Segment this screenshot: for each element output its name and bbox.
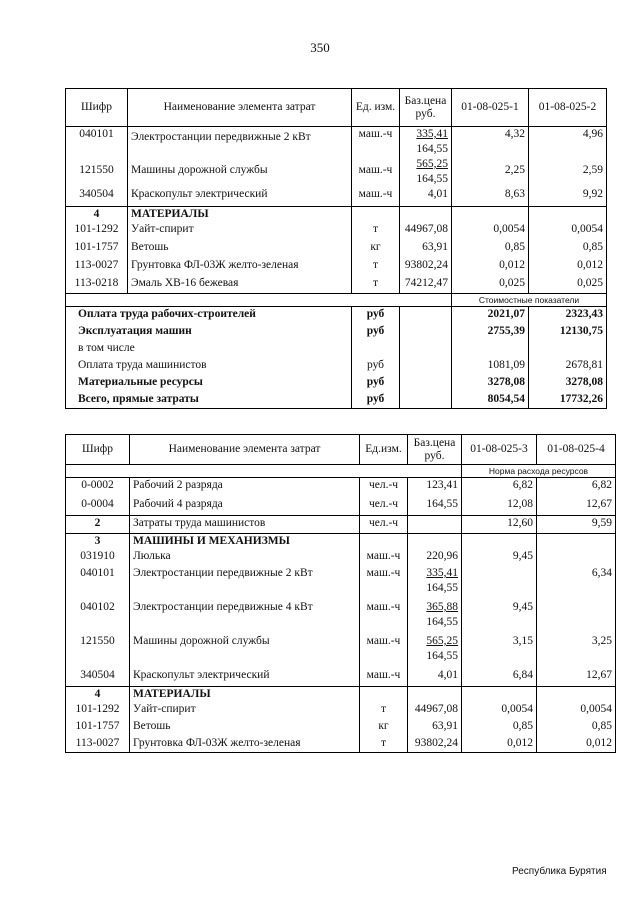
row-value-1: 0,025: [452, 276, 529, 294]
row-value-1: [462, 566, 537, 600]
row-unit: чел.-ч: [360, 478, 408, 497]
row-unit: маш.-ч: [352, 157, 400, 187]
row-code: 031910: [66, 549, 130, 566]
row-code: 0-0004: [66, 497, 130, 516]
page-number: 350: [310, 40, 330, 55]
row-price: [400, 157, 452, 187]
summary-unit: руб: [352, 375, 400, 392]
row-unit: чел.-ч: [360, 497, 408, 516]
header-name: Наименование элемента затрат: [128, 89, 352, 127]
row-value-1: 6,84: [462, 668, 537, 686]
section-row: [66, 534, 616, 550]
summary-unit: руб: [352, 307, 400, 324]
row-unit: кг: [352, 240, 400, 258]
row-price: 93802,24: [400, 258, 452, 276]
row-value-2: 6,34: [537, 566, 616, 600]
summary-name: в том числе: [66, 341, 352, 358]
row-value-2: 0,012: [537, 736, 616, 753]
cost-table-2: [65, 434, 616, 753]
price-labor: 164,55: [426, 616, 458, 628]
summary-name: Оплата труда рабочих-строителей: [66, 307, 352, 324]
summary-value-2: 17732,26: [529, 392, 607, 409]
row-name: Рабочий 4 разряда: [130, 497, 360, 516]
summary-unit: руб: [352, 392, 400, 409]
row-value-1: 2,25: [452, 157, 529, 187]
row-code: 340504: [66, 668, 130, 686]
row-price: 4,01: [400, 187, 452, 206]
section-unit: чел.-ч: [360, 516, 408, 534]
row-name: Электростанции передвижные 2 кВт: [130, 566, 360, 600]
table-row: [66, 478, 616, 497]
row-unit: маш.-ч: [360, 634, 408, 668]
row-value-1: 9,45: [462, 549, 537, 566]
cost-indicators-label: Стоимостные показатели: [452, 294, 607, 307]
summary-name: Всего, прямые затраты: [66, 392, 352, 409]
row-price: [400, 127, 452, 158]
summary-value-1: 8054,54: [452, 392, 529, 409]
row-unit: т: [360, 736, 408, 753]
price-main: 565,25: [416, 158, 448, 170]
table-row: [66, 719, 616, 736]
section-row: [66, 206, 607, 222]
summary-name: Эксплуатация машин: [66, 324, 352, 341]
table-row: [66, 127, 607, 158]
row-value-1: 12,08: [462, 497, 537, 516]
summary-unit: руб: [352, 358, 400, 375]
header-unit: Ед. изм.: [352, 89, 400, 127]
price-main: 335,41: [416, 128, 448, 140]
row-value-1: 0,012: [462, 736, 537, 753]
summary-value-2: 2678,81: [529, 358, 607, 375]
row-price: 63,91: [408, 719, 462, 736]
header-unit: Ед.изм.: [360, 435, 408, 465]
header-name: Наименование элемента затрат: [130, 435, 360, 465]
row-value-2: 0,85: [529, 240, 607, 258]
row-name: Люлька: [130, 549, 360, 566]
row-value-2: 12,67: [537, 497, 616, 516]
section-title: МАТЕРИАЛЫ: [128, 206, 352, 222]
row-unit: маш.-ч: [360, 549, 408, 566]
row-price: [408, 600, 462, 634]
row-unit: маш.-ч: [360, 566, 408, 600]
row-code: 121550: [66, 157, 128, 187]
section-title: МАТЕРИАЛЫ: [130, 686, 360, 702]
row-name: Краскопульт электрический: [128, 187, 352, 206]
row-value-1: 0,0054: [452, 222, 529, 240]
row-value-1: 0,012: [452, 258, 529, 276]
row-name: Машины дорожной службы: [130, 634, 360, 668]
row-price: 93802,24: [408, 736, 462, 753]
row-value-2: [537, 549, 616, 566]
row-name: Уайт-спирит: [128, 222, 352, 240]
row-unit: маш.-ч: [352, 187, 400, 206]
row-name: Грунтовка ФЛ-03Ж желто-зеленая: [130, 736, 360, 753]
summary-value-2: [529, 341, 607, 358]
row-value-1: 0,85: [462, 719, 537, 736]
row-code: 101-1292: [66, 702, 130, 719]
row-unit: маш.-ч: [352, 127, 400, 158]
row-value-2: 12,67: [537, 668, 616, 686]
summary-unit: руб: [352, 324, 400, 341]
summary-row: [66, 324, 607, 341]
row-name: Машины дорожной службы: [128, 157, 352, 187]
summary-value-1: 3278,08: [452, 375, 529, 392]
table-row: [66, 668, 616, 686]
row-price: 164,55: [408, 497, 462, 516]
row-price: 4,01: [408, 668, 462, 686]
row-value-1: 8,63: [452, 187, 529, 206]
table-row: [66, 240, 607, 258]
row-price: 44967,08: [400, 222, 452, 240]
header-col-4: 01-08-025-4: [537, 435, 616, 465]
table-row: [66, 634, 616, 668]
section-value-2: 9,59: [537, 516, 616, 534]
table-row: [66, 276, 607, 294]
summary-row: [66, 392, 607, 409]
table-header: [66, 435, 616, 465]
summary-row: [66, 375, 607, 392]
summary-value-2: 3278,08: [529, 375, 607, 392]
section-number: 4: [66, 686, 130, 702]
cost-table-1: [65, 88, 607, 409]
header-col-2: 01-08-025-2: [529, 89, 607, 127]
price-labor: 164,55: [426, 650, 458, 662]
row-name: Краскопульт электрический: [130, 668, 360, 686]
row-unit: т: [352, 222, 400, 240]
row-value-2: 3,25: [537, 634, 616, 668]
row-value-2: 6,82: [537, 478, 616, 497]
row-price: 63,91: [400, 240, 452, 258]
norm-label-row: [66, 465, 616, 478]
row-value-2: [537, 600, 616, 634]
row-code: 040101: [66, 566, 130, 600]
row-code: 040101: [66, 127, 128, 158]
row-value-2: 9,92: [529, 187, 607, 206]
row-unit: т: [352, 258, 400, 276]
row-value-2: 0,025: [529, 276, 607, 294]
table-row: [66, 497, 616, 516]
row-name: Рабочий 2 разряда: [130, 478, 360, 497]
summary-row: [66, 341, 607, 358]
row-value-1: 0,85: [452, 240, 529, 258]
row-unit: маш.-ч: [360, 668, 408, 686]
table-row: [66, 258, 607, 276]
header-col-1: 01-08-025-1: [452, 89, 529, 127]
footer-region: Республика Бурятия: [512, 866, 607, 877]
row-price: [408, 566, 462, 600]
section-row: [66, 516, 616, 534]
row-price: 44967,08: [408, 702, 462, 719]
row-name: Уайт-спирит: [130, 702, 360, 719]
row-name: Эмаль ХВ-16 бежевая: [128, 276, 352, 294]
row-code: 0-0002: [66, 478, 130, 497]
row-name: Ветошь: [128, 240, 352, 258]
cost-indicators-row: [66, 294, 607, 307]
header-col-3: 01-08-025-3: [462, 435, 537, 465]
table-header: [66, 89, 607, 127]
header-code: Шифр: [66, 435, 130, 465]
row-unit: т: [352, 276, 400, 294]
price-main: 335,41: [426, 567, 458, 579]
row-value-2: 0,85: [537, 719, 616, 736]
price-labor: 164,55: [416, 173, 448, 185]
section-number: 3: [66, 534, 130, 550]
summary-value-2: 12130,75: [529, 324, 607, 341]
row-value-1: 6,82: [462, 478, 537, 497]
row-code: 040102: [66, 600, 130, 634]
row-unit: кг: [360, 719, 408, 736]
table-row: [66, 566, 616, 600]
summary-row: [66, 307, 607, 324]
row-name: Грунтовка ФЛ-03Ж желто-зеленая: [128, 258, 352, 276]
table-row: [66, 600, 616, 634]
row-value-2: 0,0054: [529, 222, 607, 240]
row-code: 340504: [66, 187, 128, 206]
row-code: 113-0027: [66, 736, 130, 753]
row-value-1: 9,45: [462, 600, 537, 634]
row-code: 101-1757: [66, 719, 130, 736]
table-row: [66, 187, 607, 206]
row-value-2: 0,012: [529, 258, 607, 276]
price-labor: 164,55: [416, 143, 448, 155]
section-number: 4: [66, 206, 128, 222]
table-row: [66, 222, 607, 240]
row-price: [408, 634, 462, 668]
summary-name: Оплата труда машинистов: [66, 358, 352, 375]
section-title: Затраты труда машинистов: [130, 516, 360, 534]
norm-label: Норма расхода ресурсов: [462, 465, 616, 478]
price-main: 365,88: [426, 601, 458, 613]
header-price: Баз.цена руб.: [408, 435, 462, 465]
row-price: 220,96: [408, 549, 462, 566]
summary-unit: [352, 341, 400, 358]
row-value-1: 0,0054: [462, 702, 537, 719]
row-code: 113-0218: [66, 276, 128, 294]
row-code: 113-0027: [66, 258, 128, 276]
price-labor: 164,55: [426, 582, 458, 594]
section-row: [66, 686, 616, 702]
row-name: Ветошь: [130, 719, 360, 736]
price-main: 565,25: [426, 635, 458, 647]
row-value-2: 0,0054: [537, 702, 616, 719]
row-code: 101-1292: [66, 222, 128, 240]
row-price: 74212,47: [400, 276, 452, 294]
section-value-1: 12,60: [462, 516, 537, 534]
row-price: 123,41: [408, 478, 462, 497]
row-value-1: 3,15: [462, 634, 537, 668]
row-value-1: 4,32: [452, 127, 529, 158]
summary-value-1: 1081,09: [452, 358, 529, 375]
summary-value-1: [452, 341, 529, 358]
header-price: Баз.цена руб.: [400, 89, 452, 127]
row-code: 121550: [66, 634, 130, 668]
summary-row: [66, 358, 607, 375]
section-title: МАШИНЫ И МЕХАНИЗМЫ: [130, 534, 360, 550]
row-code: 101-1757: [66, 240, 128, 258]
table-row: [66, 549, 616, 566]
summary-name: Материальные ресурсы: [66, 375, 352, 392]
section-number: 2: [66, 516, 130, 534]
summary-value-2: 2323,43: [529, 307, 607, 324]
row-name: Электростанции передвижные 4 кВт: [130, 600, 360, 634]
summary-value-1: 2021,07: [452, 307, 529, 324]
table-row: [66, 736, 616, 753]
row-unit: маш.-ч: [360, 600, 408, 634]
row-value-2: 2,59: [529, 157, 607, 187]
row-unit: т: [360, 702, 408, 719]
table-row: [66, 157, 607, 187]
summary-value-1: 2755,39: [452, 324, 529, 341]
row-name: Электростанции передвижные 2 кВт: [128, 127, 352, 158]
row-value-2: 4,96: [529, 127, 607, 158]
header-code: Шифр: [66, 89, 128, 127]
table-row: [66, 702, 616, 719]
